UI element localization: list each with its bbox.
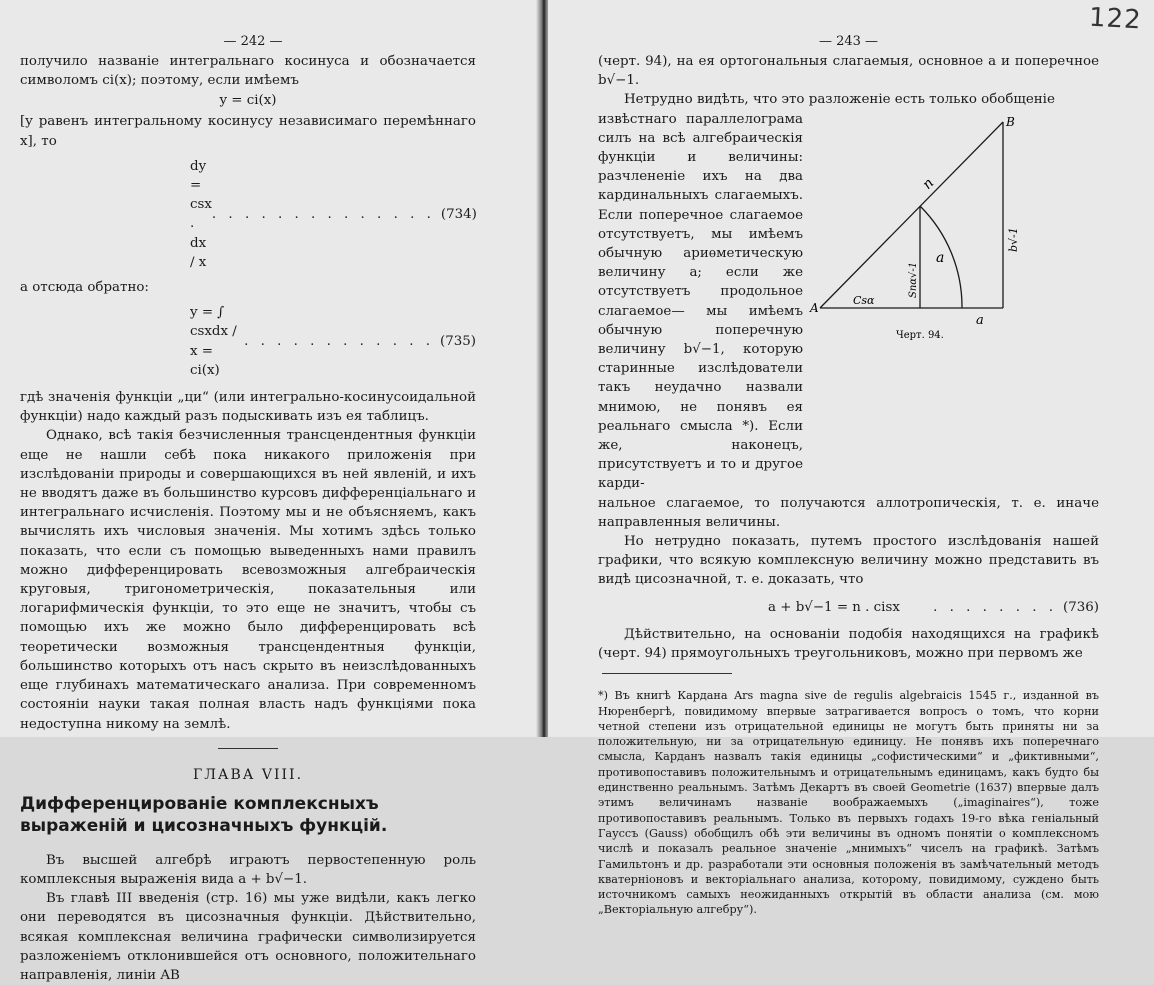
equation-735: y = ∫ csxdx / x = ci(x) . . . . . . . . . . . . (735) xyxy=(190,305,476,378)
chapter-heading: ГЛАВА VIII. xyxy=(192,766,304,783)
paragraph: а отсюда обратно: xyxy=(20,280,149,296)
left-page xyxy=(0,0,540,983)
equation-734: dy = csx . dx / x . . . . . . . . . . . . . . (734) xyxy=(190,158,477,270)
page-number-right: — 243 — xyxy=(818,34,879,49)
figure-block xyxy=(598,110,1099,494)
page-number-left: — 242 — xyxy=(223,34,283,49)
label-A: A xyxy=(810,300,819,315)
paragraph: Дѣйствительно, на основаніи подобія находящихся на графикѣ (черт. 94) прямоугольныхъ треугольниковъ, можно при первомъ же xyxy=(598,626,1099,662)
paragraph: Но нетрудно показать, путемъ простого изслѣдованія нашей графики, что всякую комплексную величину можно представить въ видѣ цисозначной, т. е. доказать, что xyxy=(598,534,1099,588)
label-n: n xyxy=(919,174,938,193)
paragraph: гдѣ значенія функціи „ци“ (или интегрально-косинусоидальной функціи) надо каждый разъ подыскивать изъ ея таблицъ. xyxy=(20,390,476,425)
footnote-divider xyxy=(602,673,732,674)
equation: y = ci(x) xyxy=(219,93,277,109)
label-sin: Snα√-1 xyxy=(908,261,919,298)
label-a-arc: a xyxy=(936,249,945,266)
paragraph: [y равенъ интегральному косинусу независимаго перемѣннаго x], то xyxy=(20,114,476,149)
label-bi: b√-1 xyxy=(1007,226,1020,252)
paragraph: Нетрудно видѣть, что это разложеніе есть только обобщеніе xyxy=(624,92,1055,108)
label-B: B xyxy=(1006,114,1015,129)
handwritten-page-tag: 122 xyxy=(1088,2,1143,36)
figure-caption: Черт. 94. xyxy=(896,329,944,341)
paragraph: (черт. 94), на ея ортогональныя слагаемыя, основное a и поперечное b√−1. xyxy=(598,54,1099,89)
label-cos: Csα xyxy=(853,293,875,307)
paragraph: Въ главѣ III введенія (стр. 16) мы уже видѣли, какъ легко они переводятся въ цисозначныя функціи. Дѣйствительно, всякая комплексная величина графически символизируется разложеніемъ отклонившейся отъ основного, положительнаго направленія, линіи AB xyxy=(20,891,476,983)
label-a-base: a xyxy=(976,312,984,328)
footnote: *) Въ книгѣ Кардана Ars magna sive de regulis algebraicis 1545 г., изданной въ Нюренбергѣ, повидимому впервые затрагивается вопросъ о томъ, что корни четной степени изъ отрицательной единицы не могутъ быть приняты ни за положительную, ни за отрицательную единицу. Не понявъ ихъ поперечнаго смысла, Карданъ назвалъ такія единицы „софистическими“ и „фиктивными“, противопоставивъ положительнымъ и отрицательнымъ единицамъ, какъ будто бы единственно реальнымъ. Затѣмъ Декартъ въ своей Geometrie (1637) впервые далъ этимъ величинамъ названіе воображаемыхъ („imaginaires“), тоже противопоставивъ реальнымъ. Только въ первыхъ годахъ 19-го вѣка геніальный Гауссъ (Gauss) обобщилъ обѣ эти величины въ одномъ понятіи о комплексномъ числѣ и показалъ реальное значеніе „мнимыхъ“ чиселъ на графикѣ. Затѣмъ Гамильтонъ и др. разработали эти основныя положенія въ замѣчательный методъ кватерніоновъ и векторіальнаго анализа, которому, повидимому, суждено быть источникомъ самыхъ неожиданныхъ открытій въ области анализа (см. мою „Векторіальную алгебру“). xyxy=(598,689,1099,917)
equation-736: a + b√−1 = n . cisx . . . . . . . . (736) xyxy=(768,599,1099,615)
paragraph: нальное слагаемое, то получаются аллотропическія, т. е. иначе направленныя величины. xyxy=(598,495,1099,530)
paragraph: Однако, всѣ такія безчисленныя трансцендентныя функціи еще не нашли себѣ пока никакого приложенія при изслѣдованіи природы и совершающихся въ ней явленій, и ихъ не вводятъ даже въ большинство курсовъ дифференціальнаго и интегральнаго исчисленія. Поэтому мы и не объясняемъ, какъ вычислять ихъ числовыя значенія. Мы хотимъ здѣсь только показать, что если съ помощью выведенныхъ нами правилъ можно дифференцировать всевозможныя алгебраическія круговыя, тригонометрическія, показательныя или логарифмическія функціи, то это еще не значитъ, чтобы съ помощью ихъ же можно было дифференцировать всѣ теоретически возможныя трансцендентныя функціи, большинство которыхъ отъ насъ скрыто въ неизслѣдованныхъ еще глубинахъ математическаго анализа. При современномъ состояніи науки такая полная власть надъ функціями пока недоступна никому на землѣ. xyxy=(20,428,476,732)
figure-94 xyxy=(808,110,1028,340)
paragraph: получило названіе интегральнаго косинуса и обозначается символомъ ci(x); поэтому, если имѣемъ xyxy=(20,54,476,89)
divider xyxy=(218,748,278,749)
paragraph-column: извѣстнаго параллелограма силъ на всѣ алгебраическія функціи и величины: разчлененіе ихъ на два кардинальныхъ слагаемыхъ. Если поперечное слагаемое отсутствуетъ, мы имѣемъ обычную ариѳметическую величину a; если же отсутствуетъ продольное слагаемое— мы имѣемъ обычную поперечную величину b√−1, которую старинные изслѣдователи такъ неудачно назвали мнимою, не понявъ ея реальнаго смысла *). Если же, наконецъ, присутствуетъ и то и другое карди- xyxy=(598,111,803,492)
right-page xyxy=(548,0,1154,917)
paragraph: Въ высшей алгебрѣ играютъ первостепенную роль комплексныя выраженія вида a + b√−1. xyxy=(20,852,476,887)
chapter-title: Дифференцированіе комплексныхъ выраженій и цисозначныхъ функцій. xyxy=(20,793,388,836)
